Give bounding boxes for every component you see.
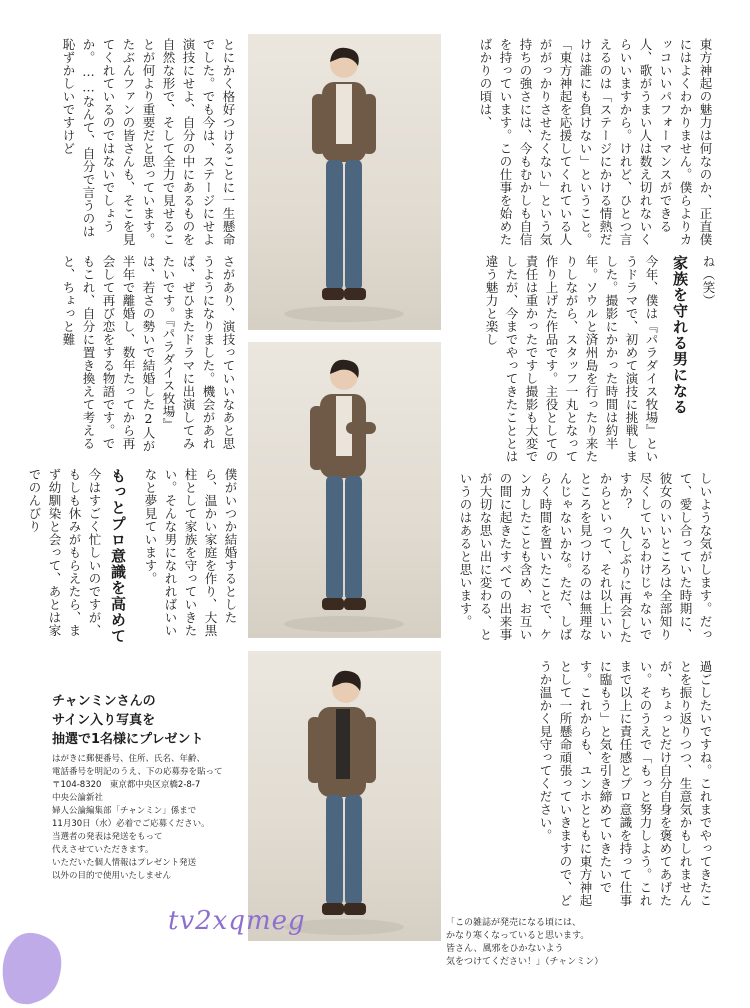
- model-figure-2: [248, 342, 441, 638]
- article-column-5: しいような気がします。だって、愛し合っていた時期に、彼女のいいところは全部知り尽くしているわけじゃないですか？ 久しぶりに再会したからといって、それ以上いいところを見つけるのは無理なんじゃないかな。ただ、しばらく時間を置いたことで、ケンカしたことも含め、お互いの間に起きたすべての出来事が大切な思い出に変わる、というのはあると思います。: [458, 472, 713, 644]
- article-column-3: 今年、僕は『パラダイス牧場』というドラマで、初めて演技に挑戦しました。撮影にかかった時間は約半年。ソウルと済州島を行ったり来たりしながら、スタッフ一丸となって作り上げた作品です。主役としての責任は重かったですし撮影も大変でしたが、今までやってきたこととは違う魅力と楽し: [484, 255, 659, 463]
- present-title-line-3: 抽選で1名様にプレゼント: [52, 732, 204, 747]
- present-box: [52, 692, 252, 883]
- article-column-3-pre: ね（笑）: [701, 255, 716, 307]
- article-column-2: とにかく格好つけることに一生懸命でした。でも今は、ステージにせよ演技にせよ、自分の中にあるものを自然な形で、そして全力で見せることが何より重要だと思っています。たぶんファンの皆さんも、そこを見てくれているのではないでしょうか。……なんて、自分で言うのは恥ずかしいですけど: [61, 38, 236, 246]
- section-heading-family: 家族を守れる男になる: [671, 255, 689, 415]
- section-heading-professional: もっとプロ意識を高めて: [109, 468, 127, 644]
- article-column-7: 過ごしたいですね。これまでやってきたことを振り返りつつ、生意気かもしれませんが、ちょっとだけ自分自身を褒めてあげたい。そのうえで「もっと努力しよう。これまで以上に責任感とプロ意識を持って仕事に臨もう」と気を引き締めていきたいです。これからも、ユンホとともに東方神起として一所懸命頑張っていきますので、どうか温かく見守ってください。: [538, 660, 713, 907]
- present-instructions: はがきに郵便番号、住所、氏名、年齢、 電話番号を明記のうえ、下の応募券を貼って 〒104-8320 東京都中央区京橋2-8-7 中央公論新社 婦人公論編集部「チャンミン」係まで 11月30日（水）必着でご応募ください。 当選者の発表は発送をもって 代えさせていただきます。 いただいた個人情報はプレゼント発送 以外の目的で使用いたしません: [52, 754, 223, 881]
- model-figure-1: [248, 34, 441, 330]
- present-title-line-2: サイン入り写真を: [52, 713, 156, 728]
- article-column-4: さがあり、演技っていいなあと思うようになりました。機会があれば、ぜひまたドラマに出演してみたいです。『パラダイス牧場』は、若さの勢いで結婚した2人が半年で離婚し、数年たってから再会して再び恋をする物語です。でもこれ、自分に置き換えて考えると、ちょっと難: [61, 255, 236, 453]
- watermark-text: tv2xqmeg: [168, 906, 306, 936]
- photo-2: [248, 342, 441, 638]
- article-column-6: 僕がいつか結婚するとしたら、温かい家庭を作り、大黒柱として家族を守っていきたい。そんな男になれればいいなと夢見ています。: [143, 468, 238, 637]
- article-column-6b: 今はすごく忙しいのですが、もしも休みがもらえたら、まず幼馴染と会って、あとは家でのんびり: [27, 468, 102, 637]
- purple-smudge-decoration: [0, 918, 72, 1008]
- model-figure-3: [248, 651, 441, 941]
- photo-1: [248, 34, 441, 330]
- photo-caption: 「この雑誌が発売になる頃には、 かなり寒くなっていると思います。 皆さん、風邪をひかないよう 気をつけてください！」（チャンミン）: [446, 918, 604, 967]
- article-column-1: 東方神起の魅力は何なのか、正直僕にはよくわかりません。僕らよりカッコいいパフォーマンスができる人、歌がうまい人は数え切れないくらいいますから。けれど、ひとつ言えるのは「ステージにかける情熱だけは誰にも負けない」ということ。「東方神起を応援してくれている人ががっかりさせたくない」という気持ちの強さには、今もむかしも自信を持っています。この仕事を始めたばかりの頃は、: [478, 38, 713, 246]
- present-title-line-1: チャンミンさんの: [52, 694, 156, 709]
- photo-3: [248, 651, 441, 941]
